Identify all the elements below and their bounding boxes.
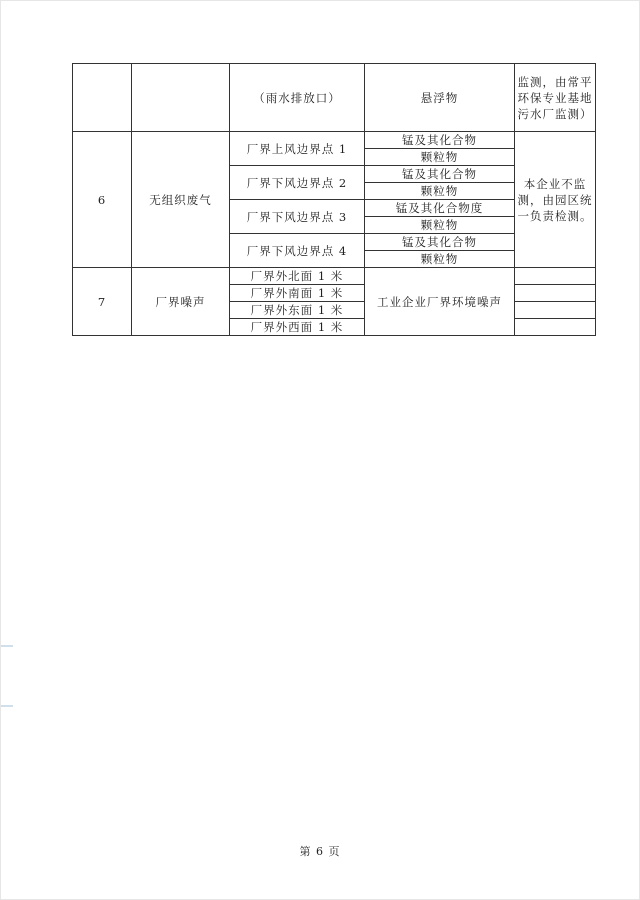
cell-item: 锰及其化合物	[365, 234, 515, 251]
cell-point: 厂界外东面 1 米	[230, 302, 365, 319]
scan-artifact	[1, 645, 13, 647]
cell-no: 6	[73, 132, 132, 268]
monitoring-table	[72, 63, 596, 336]
cell-item: 颗粒物	[365, 217, 515, 234]
cell-item: 颗粒物	[365, 183, 515, 200]
cell-note-empty	[515, 302, 596, 319]
cell-no: 7	[73, 268, 132, 336]
cell-point: 厂界外北面 1 米	[230, 268, 365, 285]
cell-item: 悬浮物	[365, 64, 515, 132]
cell-point: 厂界下风边界点 3	[230, 200, 365, 234]
cell-item: 工业企业厂界环境噪声	[365, 268, 515, 336]
cell-note-empty	[515, 285, 596, 302]
cell-no-empty	[73, 64, 132, 132]
scan-artifact	[1, 705, 13, 707]
cell-note: 本企业不监测，由园区统一负责检测。	[515, 132, 596, 268]
cell-item: 颗粒物	[365, 149, 515, 166]
table-row	[73, 268, 596, 285]
cell-note: 监测，由常平环保专业基地污水厂监测）	[515, 64, 596, 132]
cell-point: 厂界上风边界点 1	[230, 132, 365, 166]
page-number: 第 6 页	[299, 845, 341, 858]
cell-point: （雨水排放口）	[230, 64, 365, 132]
cell-item: 颗粒物	[365, 251, 515, 268]
cell-category: 厂界噪声	[132, 268, 230, 336]
cell-point: 厂界下风边界点 2	[230, 166, 365, 200]
cell-item: 锰及其化合物	[365, 166, 515, 183]
cell-item: 锰及其化合物度	[365, 200, 515, 217]
cell-note-empty	[515, 319, 596, 336]
cell-point: 厂界下风边界点 4	[230, 234, 365, 268]
cell-category: 无组织废气	[132, 132, 230, 268]
cell-item: 锰及其化合物	[365, 132, 515, 149]
cell-point: 厂界外南面 1 米	[230, 285, 365, 302]
table-row	[73, 132, 596, 149]
cell-category-empty	[132, 64, 230, 132]
cell-point: 厂界外西面 1 米	[230, 319, 365, 336]
table-row	[73, 64, 596, 132]
cell-note-empty	[515, 268, 596, 285]
